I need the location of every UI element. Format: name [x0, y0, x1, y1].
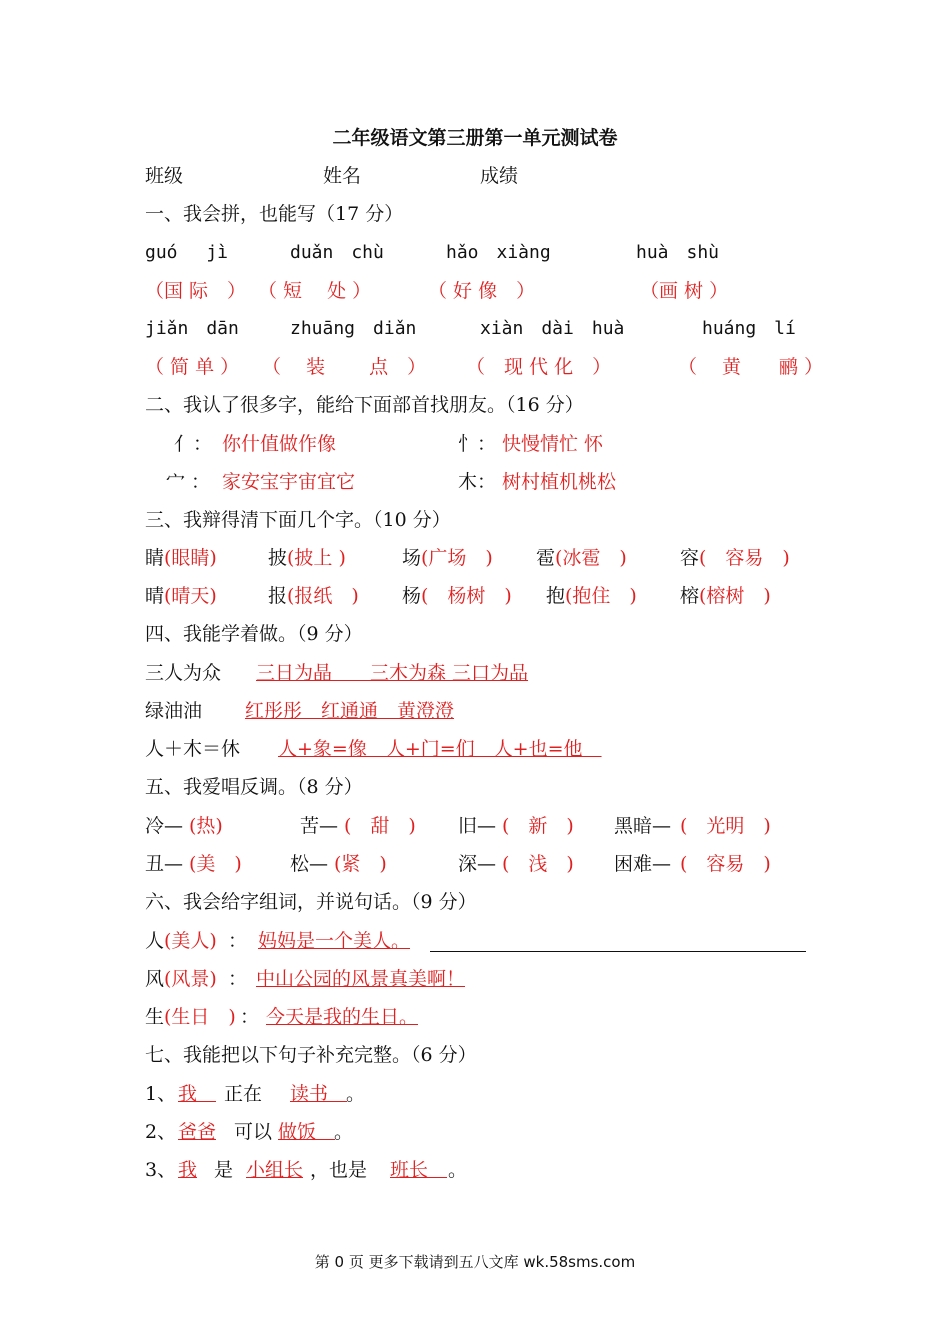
item-number: 3、	[145, 1159, 177, 1181]
answer: (美 )	[189, 853, 242, 875]
section-6-heading: 六、我会给字组词，并说句话。（9 分）	[145, 891, 477, 913]
answer: （画 树 ）	[640, 280, 729, 302]
item-number: 2、	[145, 1121, 177, 1143]
page-title: 二年级语文第三册第一单元测试卷	[332, 127, 618, 149]
radical: 亻：	[174, 433, 213, 455]
word: 困难—	[614, 853, 672, 875]
answer: 我	[178, 1083, 217, 1105]
answer: 家安宝宇宙宜它	[222, 471, 356, 493]
answer: (冰雹 )	[555, 547, 627, 569]
answer: ( 甜 )	[344, 815, 416, 837]
answer: (榕树 )	[699, 585, 771, 607]
sentence-answer: 中山公园的风景真美啊！	[256, 968, 466, 990]
answer: 红彤彤 红通通 黄澄澄	[245, 700, 455, 722]
char: 雹	[536, 547, 556, 569]
answer: 爸爸	[178, 1121, 217, 1143]
answer: (眼睛)	[164, 547, 217, 569]
word: 黑暗—	[614, 815, 672, 837]
section-2-heading: 二、我认了很多字，能给下面部首找朋友。（16 分）	[145, 394, 584, 416]
word: 旧—	[458, 815, 497, 837]
answer: 三日为晶 三木为森 三口为品	[256, 662, 529, 684]
char: 晴	[145, 585, 165, 607]
answer: （ 现 代 化 ）	[466, 356, 612, 378]
char: 场	[402, 547, 422, 569]
answer: ( 杨树 )	[421, 585, 512, 607]
radical: 宀 ：	[166, 471, 211, 493]
answer: (热)	[189, 815, 223, 837]
answer: 快慢情忙 怀	[502, 433, 604, 455]
text: 正在	[224, 1083, 282, 1105]
sentence-answer: 妈妈是一个美人。	[258, 930, 411, 952]
colon: ：	[228, 930, 248, 952]
pinyin: xiàn dài huà	[480, 318, 625, 339]
char: 生	[145, 1006, 165, 1028]
answer: ( 容易 )	[680, 853, 771, 875]
answer: ( 光明 )	[680, 815, 771, 837]
section-4-heading: 四、我能学着做。（9 分）	[145, 623, 363, 645]
char: 杨	[402, 585, 422, 607]
radical: 木：	[458, 471, 497, 493]
answer: 你什值做作像	[222, 433, 337, 455]
word: 深—	[458, 853, 497, 875]
example-label: 人＋木＝休	[145, 738, 241, 760]
pinyin: jiǎn dān	[145, 318, 239, 339]
answer: ( 容易 )	[699, 547, 790, 569]
sentence-answer: 今天是我的生日。	[266, 1006, 419, 1028]
answer: (抱住 )	[565, 585, 637, 607]
char: 睛	[145, 547, 165, 569]
text: 。	[346, 1083, 366, 1105]
answer: (披上 )	[287, 547, 346, 569]
colon: ：	[228, 968, 248, 990]
char: 披	[268, 547, 288, 569]
word-answer: (生日 )	[164, 1006, 236, 1028]
answer: 做饭	[278, 1121, 336, 1143]
text: ，也是	[310, 1159, 387, 1181]
answer: 读书	[290, 1083, 348, 1105]
answer: （ 简 单 ）	[145, 356, 240, 378]
score-label: 成绩	[480, 165, 519, 187]
char: 榕	[680, 585, 700, 607]
colon: ：	[240, 1006, 260, 1028]
word: 丑—	[145, 853, 184, 875]
text: 。	[334, 1121, 354, 1143]
text: 可以	[234, 1121, 273, 1143]
section-5-heading: 五、我爱唱反调。（8 分）	[145, 776, 363, 798]
word-answer: (美人)	[164, 930, 217, 952]
answer-line	[430, 951, 806, 952]
pinyin: zhuāng diǎn	[290, 318, 417, 339]
answer: (紧 )	[334, 853, 387, 875]
text: 是	[214, 1159, 253, 1181]
answer: (晴天)	[164, 585, 217, 607]
radical: 忄：	[458, 433, 497, 455]
char: 人	[145, 930, 165, 952]
example-label: 绿油油	[145, 700, 203, 722]
pinyin: guó jì	[145, 242, 229, 263]
answer: 我	[178, 1159, 198, 1181]
answer: （国 际 ）	[145, 280, 247, 302]
answer: (广场 )	[421, 547, 493, 569]
answer: 小组长	[246, 1159, 304, 1181]
char: 风	[145, 968, 165, 990]
pinyin: huà shù	[636, 242, 720, 263]
section-3-heading: 三、我辩得清下面几个字。（10 分）	[145, 509, 451, 531]
word: 松—	[290, 853, 329, 875]
char: 报	[268, 585, 288, 607]
answer: （ 黄 鹂 ）	[678, 356, 824, 378]
name-label: 姓名	[323, 165, 362, 187]
answer: 班长	[390, 1159, 448, 1181]
example-label: 三人为众	[145, 662, 222, 684]
class-label: 班级	[145, 165, 184, 187]
answer: 人+象=像 人+门=们 人+也=他	[278, 738, 602, 760]
section-7-heading: 七、我能把以下句子补充完整。（6 分）	[145, 1044, 477, 1066]
page-footer: 第 0 页 更多下载请到五八文库 wk.58sms.com	[314, 1253, 636, 1271]
answer: （ 好 像 ）	[428, 280, 536, 302]
answer: 树村植机桃松	[502, 471, 617, 493]
text: 。	[448, 1159, 468, 1181]
word: 冷—	[145, 815, 184, 837]
answer: （ 装 点 ）	[262, 356, 427, 378]
answer: (报纸 )	[287, 585, 359, 607]
pinyin: huáng lí	[702, 318, 796, 339]
word-answer: (风景)	[164, 968, 217, 990]
answer: ( 浅 )	[502, 853, 574, 875]
answer: （ 短 处 ）	[258, 280, 372, 302]
char: 容	[680, 547, 700, 569]
word: 苦—	[300, 815, 339, 837]
item-number: 1、	[145, 1083, 177, 1105]
char: 抱	[546, 585, 566, 607]
section-1-heading: 一、我会拼，也能写（17 分）	[145, 203, 404, 225]
pinyin: duǎn chù	[290, 242, 384, 263]
pinyin: hǎo xiàng	[446, 242, 551, 263]
answer: ( 新 )	[502, 815, 574, 837]
